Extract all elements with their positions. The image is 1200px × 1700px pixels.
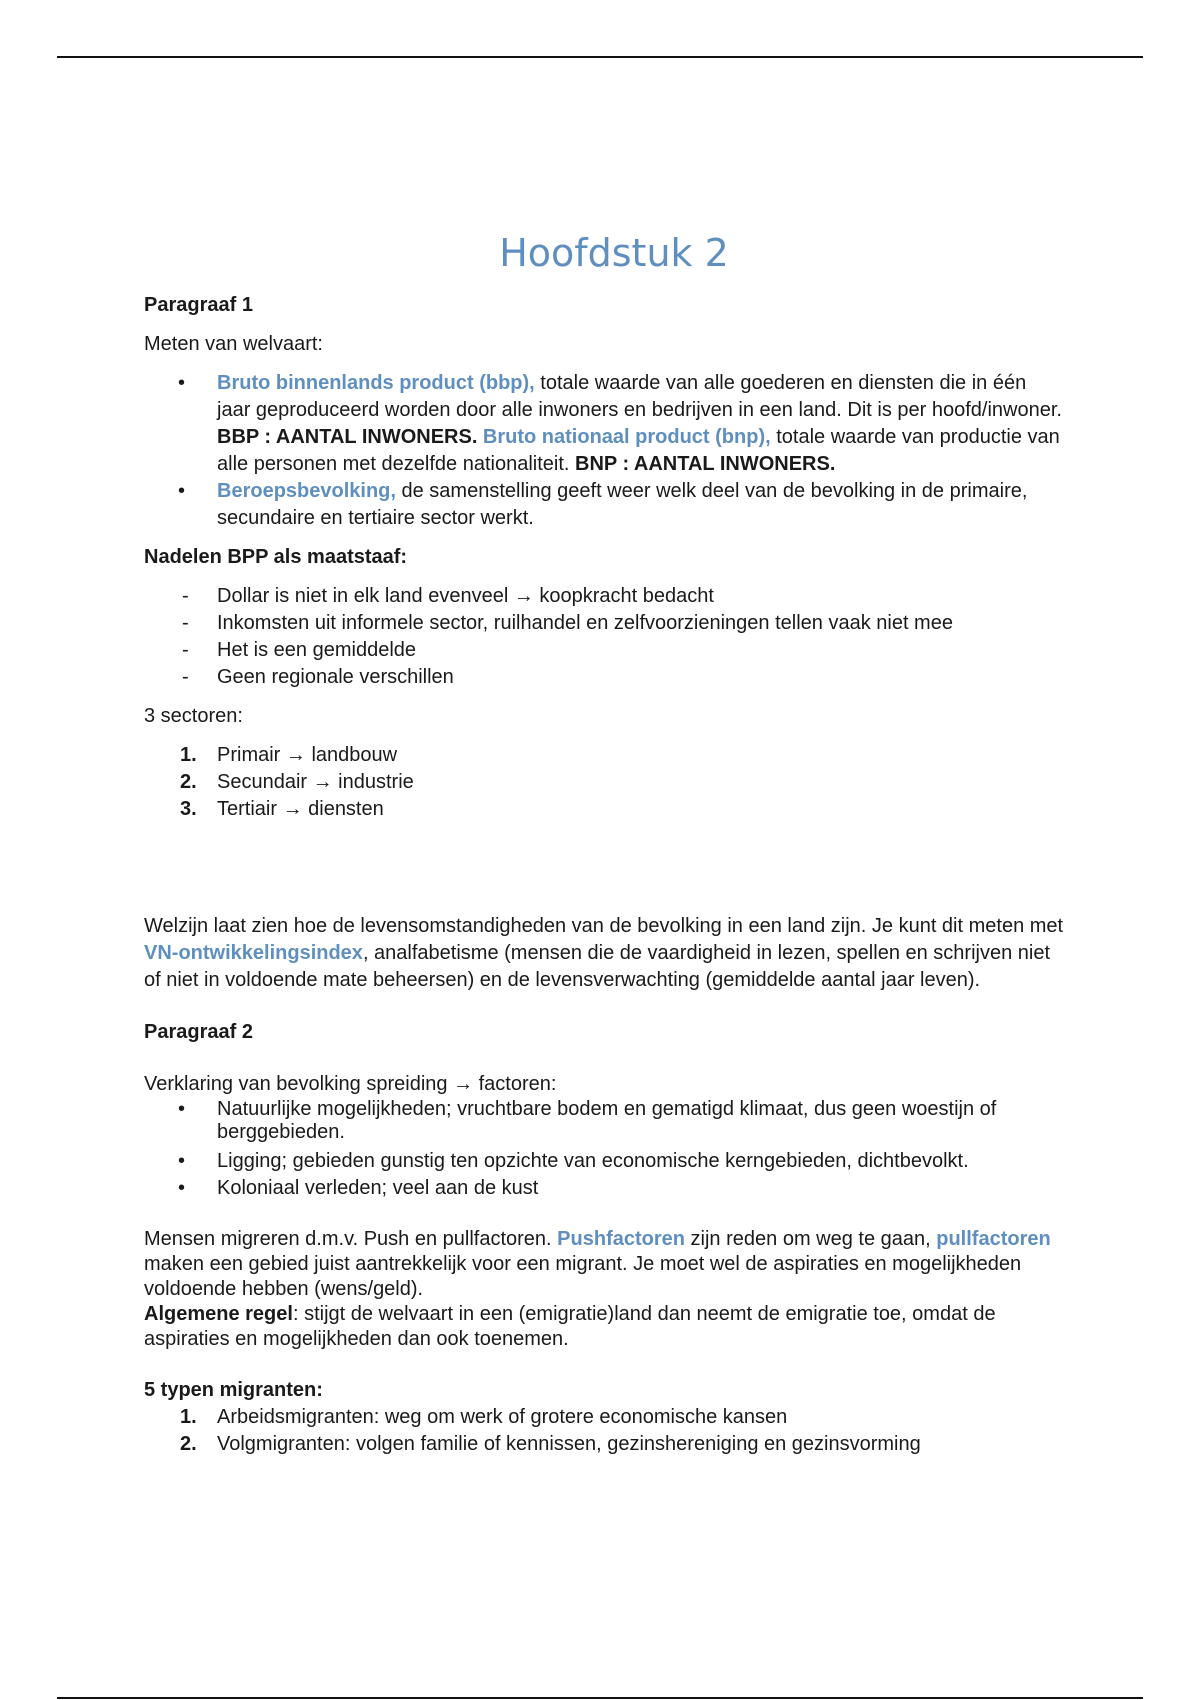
list-item: - Geen regionale verschillen [144,664,1064,691]
formula-bbp: BBP : AANTAL INWONERS. [217,426,478,448]
welvaart-intro: Meten van welvaart: [144,333,323,355]
typen-heading: 5 typen migranten: [144,1379,323,1401]
term-beroepsbevolking: Beroepsbevolking, [217,480,396,502]
term-pullfactoren: pullfactoren [936,1228,1051,1250]
welvaart-list [144,370,1064,532]
list-item: 2. Volgmigranten: volgen familie of kennissen, gezinshereniging en gezinsvorming [180,1433,921,1455]
list-item: - Dollar is niet in elk land evenveel → koopkracht bedacht [144,583,1064,610]
document-page [144,228,1064,1458]
term-pushfactoren: Pushfactoren [557,1228,685,1250]
nadelen-heading: Nadelen BPP als maatstaaf: [144,546,408,568]
section-heading-par2: Paragraaf 2 [144,1021,253,1043]
term-bbp: Bruto binnenlands product (bbp), [217,372,535,394]
algemene-regel: Algemene regel: stijgt de welvaart in een (emigratie)land dan neemt de emigratie toe, omdat de aspiraties en mogelijkheden dan ook toenemen. [144,1303,996,1350]
list-item: 3. Tertiair → diensten [180,798,384,820]
section-heading-par1: Paragraaf 1 [144,294,253,316]
factoren-list [144,1098,1064,1202]
list-item: • Bruto binnenlands product (bbp), totale waarde van alle goederen en diensten die in één jaar geproduceerd worden door alle inwoners en bedrijven in een land. Dit is per hoofd/inwoner. BBP : AANTAL INWONERS. Bruto nationaal product (bnp), totale waarde van productie van alle personen met dezelfde nationaliteit. BNP : AANTAL INWONERS. [144,370,1064,478]
list-item: - Het is een gemiddelde [144,637,1064,664]
sectoren-intro: 3 sectoren: [144,705,243,727]
list-item: 1. Arbeidsmigranten: weg om werk of grotere economische kansen [180,1406,788,1428]
list-item: • Koloniaal verleden; veel aan de kust [144,1175,1064,1202]
nadelen-list [144,583,1064,691]
term-bnp: Bruto nationaal product (bnp), [477,426,771,448]
welzijn-paragraph: Welzijn laat zien hoe de levensomstandigheden van de bevolking in een land zijn. Je kunt dit meten met VN-ontwikkelingsindex, analfabetisme (mensen die de vaardigheid in lezen, spellen en schrijven niet of niet in voldoende mate beheersen) en de levensverwachting (gemiddelde aantal jaar leven). [144,915,1064,991]
list-item: • Ligging; gebieden gunstig ten opzichte van economische kerngebieden, dichtbevolkt. [144,1148,1064,1175]
bottom-rule [57,1697,1143,1699]
list-item: - Inkomsten uit informele sector, ruilhandel en zelfvoorzieningen tellen vaak niet mee [144,610,1064,637]
formula-bnp: BNP : AANTAL INWONERS. [575,453,836,475]
typen-list [144,1404,1064,1458]
list-item: • Natuurlijke mogelijkheden; vruchtbare bodem en gematigd klimaat, dus geen woestijn of berggebieden. [144,1098,1064,1148]
list-item: • Beroepsbevolking, de samenstelling geeft weer welk deel van de bevolking in de primaire, secundaire en tertiaire sector werkt. [144,478,1064,532]
migratie-paragraph: Mensen migreren d.m.v. Push en pullfactoren. Pushfactoren zijn reden om weg te gaan, pullfactoren maken een gebied juist aantrekkelijk voor een migrant. Je moet wel de aspiraties en mogelijkheden voldoende hebben (wens/geld). [144,1228,1051,1300]
list-item: 2. Secundair → industrie [180,771,414,793]
page-title: Hoofdstuk 2 [499,231,729,275]
top-rule [57,56,1143,58]
sectoren-list [144,742,1064,823]
term-vn-index: VN-ontwikkelingsindex [144,942,363,964]
spreiding-intro: Verklaring van bevolking spreiding → factoren: [144,1073,557,1095]
list-item: 1. Primair → landbouw [180,744,398,766]
